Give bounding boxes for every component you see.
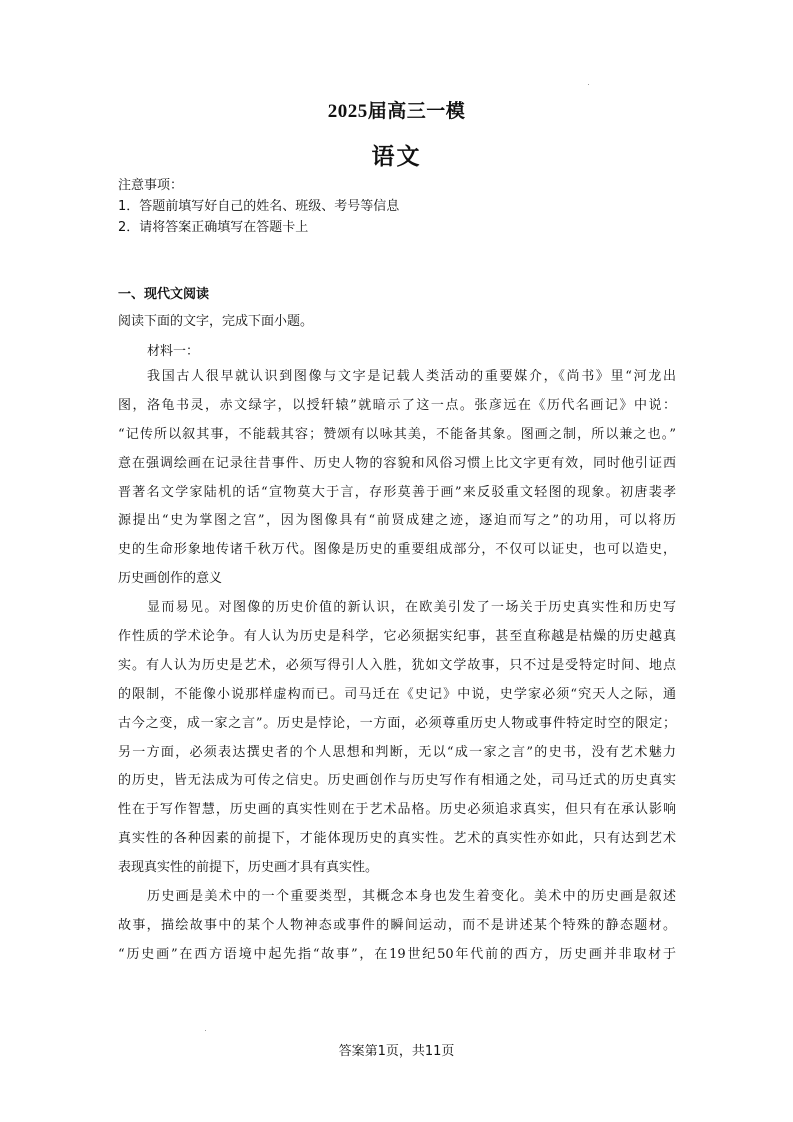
passage-line: 的限制，不能像小说那样虚构而已。司马迁在《史记》中说，史学家必须“究天人之际，通 — [118, 686, 676, 702]
passage-line: 故事，描绘故事中的某个人物神态或事件的瞬间运动，而不是讲述某个特殊的静态题材。 — [118, 917, 676, 933]
passage-line: 另一方面，必须表达撰史者的个人思想和判断，无以“成一家之言”的史书，没有艺术魅力 — [118, 744, 676, 760]
notes-item: 2．请将答案正确填写在答题卡上 — [118, 220, 309, 235]
scan-speck — [588, 84, 589, 85]
passage-line: 图，洛龟书灵，赤文绿字，以授轩辕”就暗示了这一点。张彦远在《历代名画记》中说： — [118, 397, 676, 413]
passage-line: 古今之变，成一家之言”。历史是悖论，一方面，必须尊重历史人物或事件特定时空的限定； — [118, 715, 676, 731]
passage-line: 历史画创作的意义 — [118, 571, 223, 587]
passage-line: 史的生命形象地传诸千秋万代。图像是历史的重要组成部分，不仅可以证史，也可以造史， — [118, 542, 676, 558]
exam-notes — [118, 175, 399, 238]
passage-line: “历史画”在西方语境中起先指“故事”，在19世纪50年代前的西方，历史画并非取材于 — [118, 946, 676, 962]
passage-line: 表现真实性的前提下，历史画才具有真实性。 — [118, 860, 379, 876]
reading-passage — [118, 363, 676, 970]
passage-line: 显而易见。对图像的历史价值的新认识，在欧美引发了一场关于历史真实性和历史写 — [147, 600, 676, 616]
exam-title: 2025届高三一模 — [327, 101, 466, 122]
passage-line: 历史画是美术中的一个重要类型，其概念本身也发生着变化。美术中的历史画是叙述 — [147, 889, 676, 905]
section-instruction: 阅读下面的文字，完成下面小题。 — [118, 314, 314, 329]
page-footer: 答案第1页，共11页 — [338, 1044, 455, 1059]
passage-line: 我国古人很早就认识到图像与文字是记载人类活动的重要媒介，《尚书》里“河龙出 — [147, 369, 676, 384]
passage-line: 源提出“史为掌图之宫”，因为图像具有“前贤成建之迹，逐迫而写之”的功用，可以将历 — [118, 513, 676, 529]
passage-line: “记传所以叙其事，不能载其容；赞颂有以咏其美，不能备其象。图画之制，所以兼之也。” — [118, 426, 676, 442]
passage-line: 的历史，皆无法成为可传之信史。历史画创作与历史写作有相通之处，司马迁式的历史真实 — [118, 773, 676, 789]
section-title: 一、现代文阅读 — [118, 287, 210, 302]
passage-line: 真实性的各种因素的前提下，才能体现历史的真实性。艺术的真实性亦如此，只有达到艺术 — [118, 831, 676, 847]
material-label: 材料一： — [147, 344, 200, 359]
notes-item: 1．答题前填写好自己的姓名、班级、考号等信息 — [118, 199, 400, 214]
passage-line: 晋著名文学家陆机的话“宣物莫大于言，存形莫善于画”来反驳重文轻图的现象。初唐裴孝 — [118, 484, 676, 500]
passage-line: 实。有人认为历史是艺术，必须写得引人入胜，犹如文学故事，只不过是受特定时间、地点 — [118, 657, 676, 673]
passage-line: 意在强调绘画在记录往昔事件、历史人物的容貌和风俗习惯上比文字更有效，同时他引证西 — [118, 455, 676, 471]
subject-title: 语文 — [371, 144, 422, 170]
passage-line: 作性质的学术论争。有人认为历史是科学，它必须据实纪事，甚至直称越是枯燥的历史越真 — [118, 629, 676, 645]
passage-line: 性在于写作智慧，历史画的真实性则在于艺术品格。历史必须追求真实，但只有在承认影响 — [118, 802, 676, 818]
notes-heading: 注意事项： — [118, 178, 184, 193]
scan-speck — [205, 1030, 206, 1031]
